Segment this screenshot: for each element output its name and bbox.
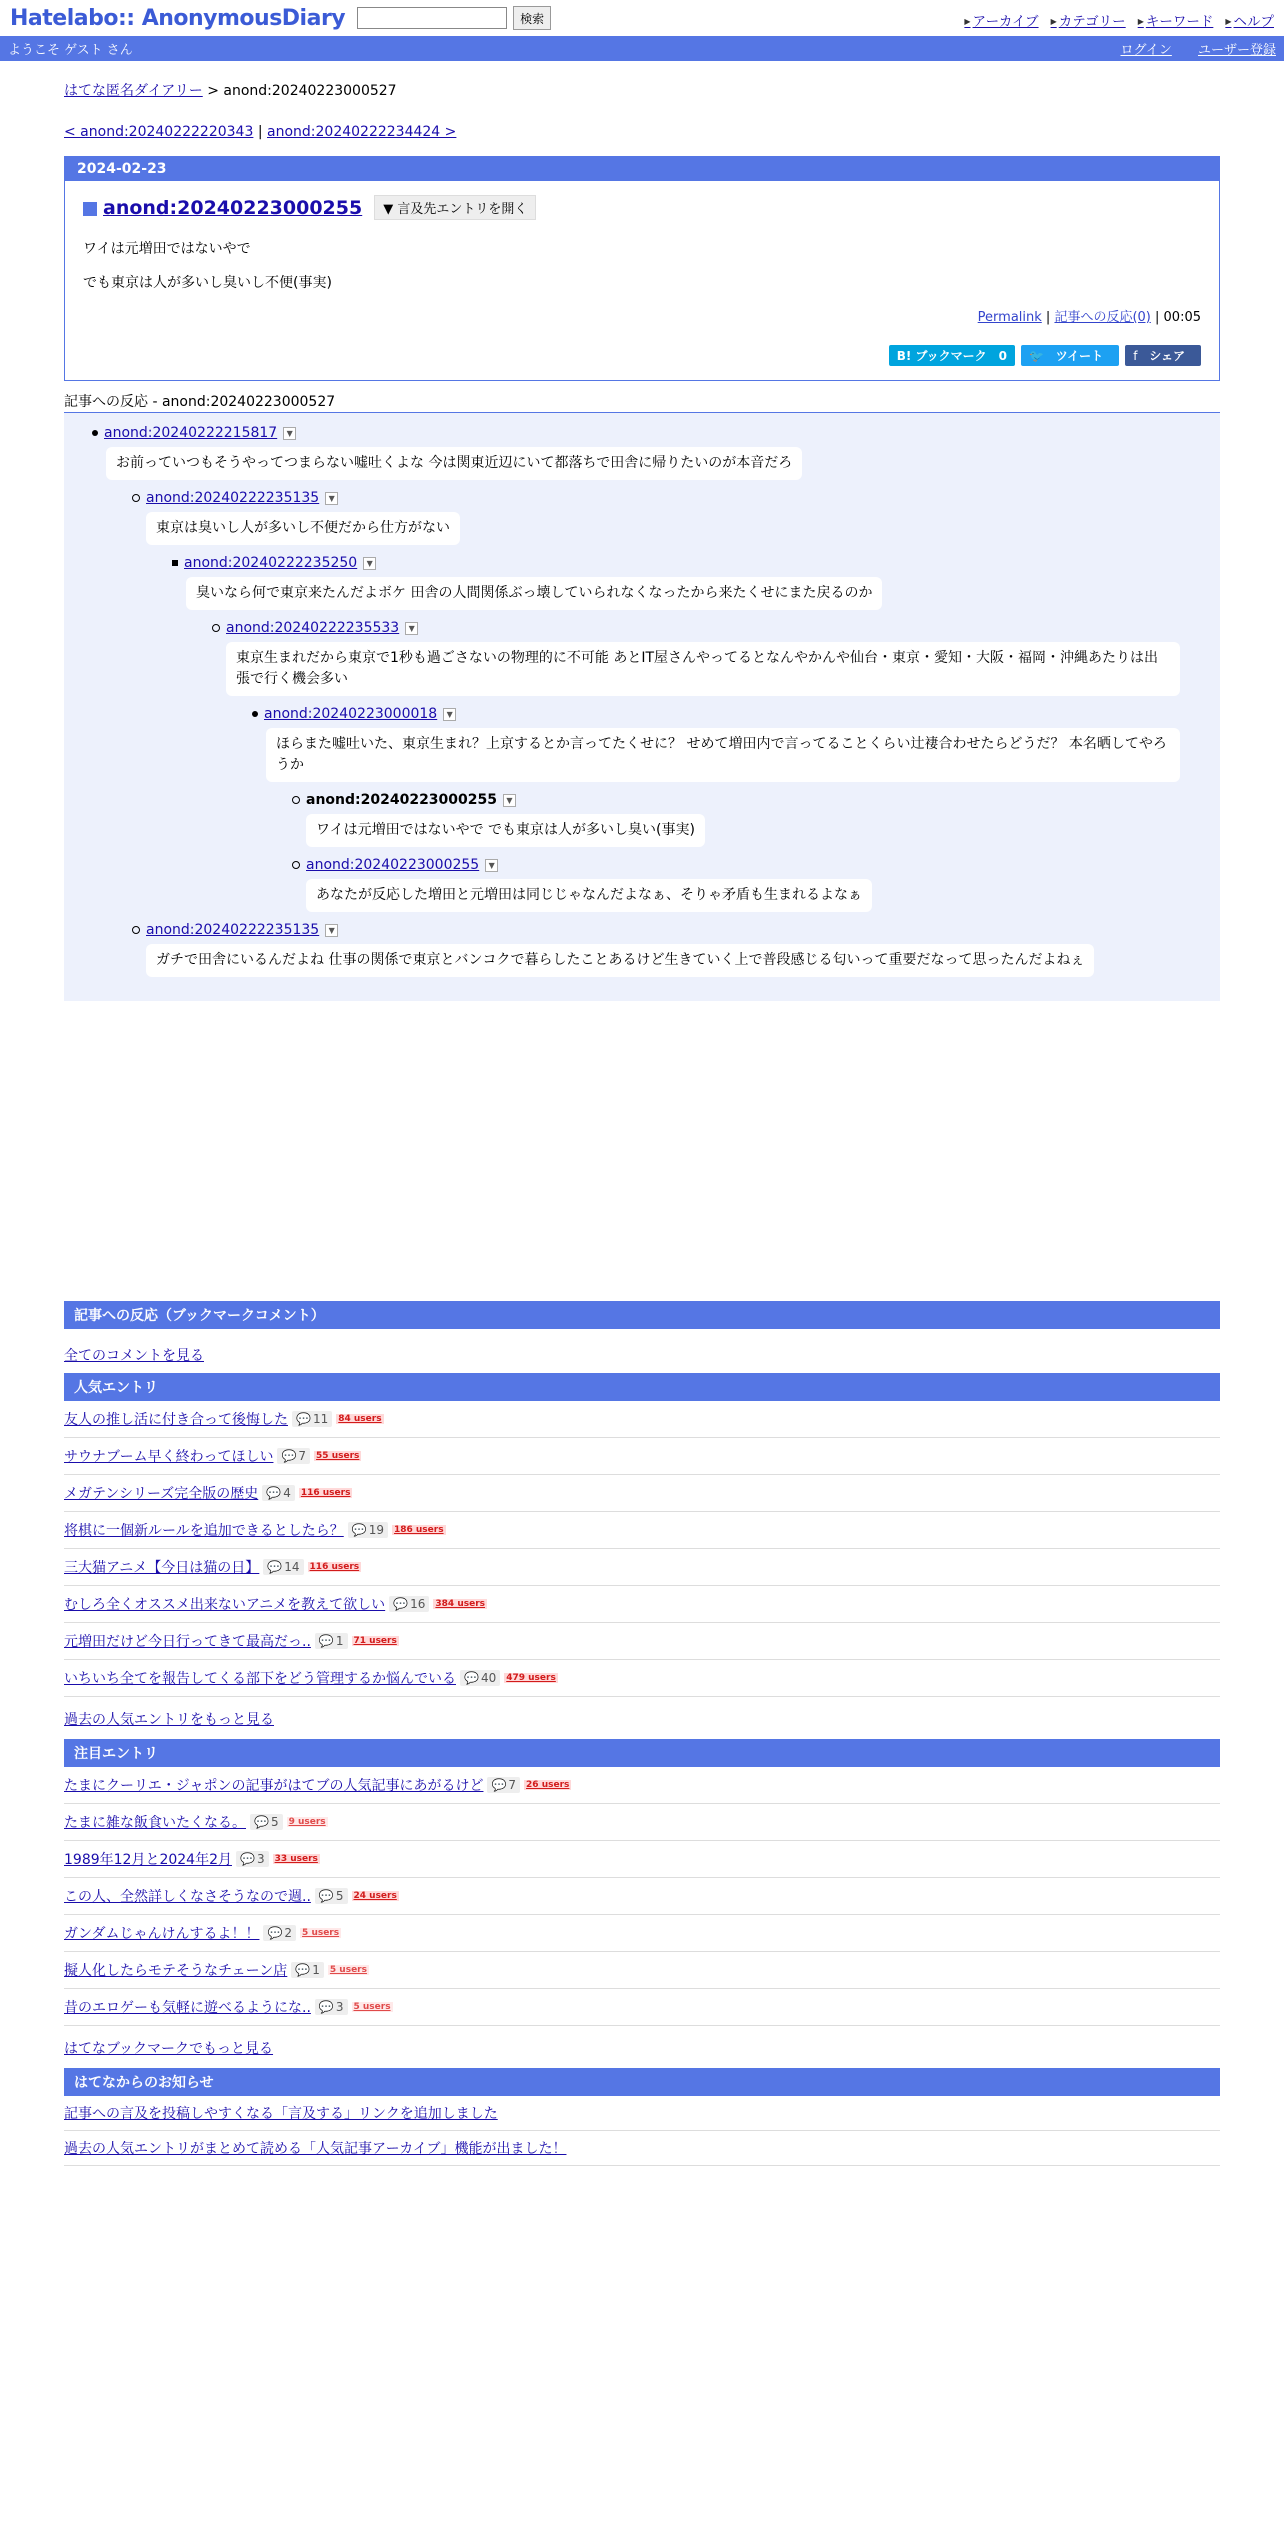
nav-archive[interactable]: ▶ アーカイブ bbox=[964, 10, 1038, 30]
entry-line: ワイは元増田ではないやで bbox=[83, 241, 251, 257]
comment-count: 4 bbox=[283, 1486, 291, 1500]
comment-count: 11 bbox=[312, 1412, 329, 1426]
register-link[interactable]: ユーザー登録 bbox=[1197, 43, 1276, 58]
bookmark-users-badge[interactable]: 26 users bbox=[526, 1780, 570, 1790]
entry-row bbox=[64, 1660, 1220, 1697]
news-link[interactable]: 記事への言及を投稿しやすくなる「言及する」リンクを追加しました bbox=[64, 2106, 498, 2122]
comment-bubble-icon: 💬 bbox=[239, 1852, 255, 1866]
bookmark-users-badge[interactable]: 84 users bbox=[338, 1414, 382, 1424]
comment-count-badge[interactable] bbox=[460, 1670, 500, 1686]
bookmark-users-badge[interactable]: 479 users bbox=[506, 1673, 556, 1683]
comment-bubble-icon: 💬 bbox=[318, 1634, 334, 1648]
bookmark-users-badge[interactable]: 5 users bbox=[353, 2002, 391, 2012]
entry-link[interactable]: たまに雑な飯食いたくなる。 bbox=[64, 1815, 246, 1831]
login-link[interactable]: ログイン bbox=[1120, 43, 1172, 58]
expand-dropdown-icon[interactable]: ▼ bbox=[503, 794, 516, 807]
comment-count: 1 bbox=[312, 1963, 320, 1977]
entry-row bbox=[64, 1512, 1220, 1549]
comment-count: 3 bbox=[335, 2000, 344, 2014]
reaction-item bbox=[64, 857, 1220, 912]
entry-link[interactable]: いちいち全てを報告してくる部下をどう管理するか悩んでいる bbox=[64, 1671, 456, 1687]
entry-row bbox=[64, 1586, 1220, 1623]
search-input[interactable] bbox=[357, 7, 507, 29]
breadcrumb-sep: > bbox=[202, 83, 224, 99]
reaction-item bbox=[64, 922, 1220, 977]
search-button[interactable]: 検索 bbox=[513, 6, 551, 30]
reaction-item bbox=[64, 792, 1220, 847]
bullet-icon bbox=[292, 861, 300, 869]
reaction-current-id: anond:20240223000255 bbox=[306, 792, 497, 808]
entry-link[interactable]: 友人の推し活に付き合って後悔した bbox=[64, 1412, 288, 1428]
nav-category[interactable]: ▶ カテゴリー bbox=[1051, 10, 1126, 30]
breadcrumb-home[interactable]: はてな匿名ダイアリー bbox=[64, 83, 203, 99]
comment-count: 14 bbox=[284, 1560, 300, 1574]
comment-count: 3 bbox=[256, 1852, 265, 1866]
reaction-id-link[interactable]: anond:20240223000255 bbox=[306, 857, 480, 873]
bullet-icon bbox=[212, 624, 220, 632]
entry-row bbox=[64, 1952, 1220, 1989]
entry-link[interactable]: たまにクーリエ・ジャポンの記事がはてブの人気記事にあがるけど bbox=[64, 1778, 484, 1794]
comment-bubble-icon: 💬 bbox=[318, 1889, 334, 1903]
comment-count-badge[interactable] bbox=[277, 1448, 310, 1464]
reaction-text: ほらまた嘘吐いた、東京生まれ？上京するとか言ってたくせに？ せめて増田内で言ってることくらい辻褄合わせたらどうだ？ 本名晒してやろうか bbox=[266, 728, 1180, 782]
entry-row bbox=[64, 1438, 1220, 1475]
entry-row bbox=[64, 1915, 1220, 1952]
reaction-text: ガチで田舎にいるんだよね 仕事の関係で東京とバンコクで暮らしたことあるけど生きていく上で普段感じる匂いって重要だなって思ったんだよねぇ bbox=[146, 944, 1094, 977]
comment-count-badge[interactable] bbox=[250, 1814, 283, 1830]
main-content bbox=[64, 80, 1220, 2166]
comment-count-badge[interactable] bbox=[389, 1596, 429, 1612]
entry-link[interactable]: メガテンシリーズ完全版の歴史 bbox=[64, 1486, 259, 1502]
comment-bubble-icon: 💬 bbox=[491, 1778, 507, 1792]
comment-count-badge[interactable] bbox=[348, 1522, 388, 1538]
tweet-button[interactable]: 🐦 ツイート bbox=[1021, 345, 1119, 366]
tweet-label: ツイート bbox=[1055, 349, 1104, 363]
entry-link[interactable]: 将棋に一個新ルールを追加できるとしたら？ bbox=[64, 1523, 344, 1539]
entry-line: でも東京は人が多いし臭いし不便(事実) bbox=[83, 275, 332, 291]
reaction-id-link[interactable]: anond:20240222235135 bbox=[146, 922, 320, 938]
entry bbox=[65, 181, 1219, 380]
comment-count: 7 bbox=[508, 1778, 517, 1792]
breadcrumb-current: anond:20240223000527 bbox=[223, 83, 397, 99]
expand-dropdown-icon[interactable]: ▼ bbox=[405, 622, 418, 635]
reaction-text: お前っていつもそうやってつまらない嘘吐くよな 今は関東近辺にいて都落ちで田舎に帰りたいのが本音だろ bbox=[106, 447, 802, 480]
top-bar bbox=[0, 0, 1284, 36]
reaction-item bbox=[64, 490, 1220, 545]
bookmark-users-badge[interactable]: 5 users bbox=[302, 1928, 340, 1938]
bookmark-section-title: 記事への反応（ブックマークコメント） bbox=[64, 1301, 1220, 1329]
entry-link[interactable]: サウナブーム早く終わってほしい bbox=[64, 1449, 274, 1465]
reaction-item bbox=[64, 620, 1220, 696]
reaction-item bbox=[64, 555, 1220, 610]
bullet-icon bbox=[292, 796, 300, 804]
comment-bubble-icon: 💬 bbox=[464, 1671, 479, 1685]
comment-bubble-icon: 💬 bbox=[393, 1597, 409, 1611]
bookmark-users-badge[interactable]: 384 users bbox=[435, 1599, 485, 1609]
nav-help[interactable]: ▶ ヘルプ bbox=[1225, 10, 1274, 30]
entry-row bbox=[64, 1878, 1220, 1915]
site-logo[interactable]: Hatelabo:: AnonymousDiary bbox=[10, 5, 346, 31]
more-featured-link[interactable]: はてなブックマークでもっと見る bbox=[64, 2041, 274, 2057]
reaction-id-link[interactable]: anond:20240222235250 bbox=[184, 555, 358, 571]
hatena-bookmark-button[interactable]: B! ブックマーク 0 bbox=[889, 345, 1015, 366]
expand-dropdown-icon[interactable]: ▼ bbox=[443, 708, 456, 721]
expand-dropdown-icon[interactable]: ▼ bbox=[325, 924, 338, 937]
entry-row bbox=[64, 1767, 1220, 1804]
entry-row bbox=[64, 1549, 1220, 1586]
news-item bbox=[64, 2131, 1220, 2166]
comment-bubble-icon: 💬 bbox=[295, 1963, 311, 1977]
bullet-icon bbox=[132, 926, 140, 934]
comment-count-badge[interactable] bbox=[315, 1999, 348, 2015]
reaction-text: 東京生まれだから東京で1秒も過ごさないの物理的に不可能 あとIT屋さんやってるとなんやかんや仙台・東京・愛知・大阪・福岡・沖縄あたりは出張で行く機会多い bbox=[226, 642, 1180, 696]
entry-link[interactable]: 1989年12月と2024年2月 bbox=[64, 1852, 232, 1868]
entry-row bbox=[64, 1475, 1220, 1512]
reaction-id-link[interactable]: anond:20240222235135 bbox=[146, 490, 320, 506]
top-nav bbox=[964, 10, 1274, 30]
bookmark-users-badge[interactable]: 186 users bbox=[393, 1525, 444, 1535]
reaction-text: ワイは元増田ではないやで でも東京は人が多いし臭い(事実) bbox=[306, 814, 705, 847]
bookmark-users-badge[interactable]: 33 users bbox=[274, 1854, 318, 1864]
comment-count: 5 bbox=[270, 1815, 279, 1829]
news-item bbox=[64, 2096, 1220, 2131]
reaction-text: 東京は臭いし人が多いし不便だから仕方がない bbox=[146, 512, 460, 545]
comment-count-badge[interactable] bbox=[291, 1962, 324, 1978]
fb-label: シェア bbox=[1149, 349, 1185, 363]
entry-row bbox=[64, 1841, 1220, 1878]
bullet-icon bbox=[92, 430, 98, 436]
breadcrumb bbox=[64, 80, 1220, 100]
bullet-icon bbox=[132, 494, 140, 502]
comment-bubble-icon: 💬 bbox=[267, 1926, 283, 1940]
reactions-title: 記事への反応 - anond:20240223000527 bbox=[64, 391, 1220, 413]
news-section-title: はてなからのお知らせ bbox=[64, 2068, 1220, 2096]
welcome-text: ようこそ ゲスト さん bbox=[8, 43, 133, 58]
bookmark-users-badge[interactable]: 9 users bbox=[288, 1817, 326, 1827]
comment-count-badge[interactable] bbox=[263, 1559, 303, 1575]
permalink-link[interactable]: Permalink bbox=[977, 310, 1042, 325]
reaction-id-link[interactable]: anond:20240223000018 bbox=[264, 706, 438, 722]
comment-count-badge[interactable] bbox=[262, 1485, 295, 1501]
comment-bubble-icon: 💬 bbox=[267, 1560, 283, 1574]
bookmark-users-badge[interactable]: 55 users bbox=[316, 1451, 360, 1461]
news-link[interactable]: 過去の人気エントリがまとめて読める「人気記事アーカイブ」機能が出ました！ bbox=[64, 2141, 567, 2157]
comment-count-badge[interactable] bbox=[487, 1777, 520, 1793]
comment-count-badge[interactable] bbox=[263, 1925, 296, 1941]
bullet-icon bbox=[172, 560, 178, 566]
day-section bbox=[64, 156, 1220, 381]
comment-count: 1 bbox=[335, 1634, 344, 1648]
comment-count: 5 bbox=[335, 1889, 344, 1903]
entry-row bbox=[64, 1401, 1220, 1438]
bookmark-users-badge[interactable]: 116 users bbox=[309, 1562, 360, 1572]
comment-count-badge[interactable] bbox=[315, 1888, 348, 1904]
reaction-id-link[interactable]: anond:20240222235533 bbox=[226, 620, 400, 636]
bullet-icon bbox=[252, 711, 258, 717]
comment-bubble-icon: 💬 bbox=[281, 1449, 297, 1463]
entry-footer: Permalink | 記事への反応(0) | 00:05 bbox=[977, 310, 1201, 325]
bookmark-users-badge[interactable]: 24 users bbox=[353, 1891, 397, 1901]
reaction-item bbox=[64, 706, 1220, 782]
entry-link[interactable]: 昔のエロゲーも気軽に遊べるようにな.. bbox=[64, 2000, 311, 2016]
reaction-text: 臭いなら何で東京来たんだよボケ 田舎の人間関係ぶっ壊していられなくなったから来たくせにまた戻るのか bbox=[186, 577, 882, 610]
comment-bubble-icon: 💬 bbox=[318, 2000, 334, 2014]
reaction-item bbox=[64, 425, 1220, 480]
entry-row bbox=[64, 1623, 1220, 1660]
comment-bubble-icon: 💬 bbox=[296, 1412, 311, 1426]
nav-keyword[interactable]: ▶ キーワード bbox=[1138, 10, 1214, 30]
comment-count: 40 bbox=[480, 1671, 497, 1685]
expand-dropdown-icon[interactable]: ▼ bbox=[283, 427, 296, 440]
see-all-comments-link[interactable]: 全てのコメントを見る bbox=[64, 1348, 204, 1364]
user-bar bbox=[0, 36, 1284, 61]
entry-link[interactable]: ガンダムじゃんけんするよ！！ bbox=[64, 1926, 260, 1942]
facebook-share-button[interactable]: f シェア bbox=[1125, 345, 1201, 366]
reactions-link[interactable]: 記事への反応(0) bbox=[1054, 310, 1151, 325]
more-popular-link[interactable]: 過去の人気エントリをもっと見る bbox=[64, 1712, 274, 1728]
bookmark-users-badge[interactable]: 116 users bbox=[300, 1488, 351, 1498]
entry-link[interactable]: 三大猫アニメ【今日は猫の日】 bbox=[64, 1560, 260, 1576]
entry-link[interactable]: 元増田だけど今日行ってきて最高だっ.. bbox=[64, 1634, 311, 1650]
entry-square-icon bbox=[83, 202, 97, 216]
comment-bubble-icon: 💬 bbox=[351, 1523, 367, 1537]
prev-next-nav bbox=[64, 124, 1220, 140]
reaction-id-link[interactable]: anond:20240222215817 bbox=[104, 425, 278, 441]
comment-bubble-icon: 💬 bbox=[254, 1815, 269, 1829]
entry-link[interactable]: むしろ全くオススメ出来ないアニメを教えて欲しい bbox=[64, 1597, 386, 1613]
entry-title-link[interactable]: anond:20240223000255 bbox=[103, 196, 363, 219]
featured-section-title: 注目エントリ bbox=[64, 1739, 1220, 1767]
featured-list bbox=[64, 1767, 1220, 2026]
comment-count-badge[interactable] bbox=[236, 1851, 269, 1867]
entry-row bbox=[64, 1804, 1220, 1841]
expand-dropdown-icon[interactable]: ▼ bbox=[363, 557, 376, 570]
comment-count-badge[interactable] bbox=[315, 1633, 348, 1649]
popular-list bbox=[64, 1401, 1220, 1697]
bookmark-users-badge[interactable]: 71 users bbox=[353, 1636, 397, 1646]
entry-link[interactable]: この人、全然詳しくなさそうなので週.. bbox=[64, 1889, 311, 1905]
reaction-text: あなたが反応した増田と元増田は同じじゃなんだよなぁ、そりゃ矛盾も生まれるよなぁ bbox=[306, 879, 872, 912]
entry-row bbox=[64, 1989, 1220, 2026]
popular-section-title: 人気エントリ bbox=[64, 1373, 1220, 1401]
reaction-tree bbox=[64, 413, 1220, 1001]
entry-body bbox=[83, 238, 1201, 292]
comment-bubble-icon: 💬 bbox=[266, 1486, 282, 1500]
expand-dropdown-icon[interactable]: ▼ bbox=[325, 492, 338, 505]
comment-count: 7 bbox=[298, 1449, 307, 1463]
prevnext-sep: | bbox=[253, 124, 268, 140]
bookmark-users-badge[interactable]: 5 users bbox=[329, 1965, 367, 1975]
entry-time: 00:05 bbox=[1163, 310, 1201, 325]
comment-count-badge[interactable] bbox=[292, 1411, 332, 1427]
prev-entry-link[interactable]: < anond:20240222220343 bbox=[64, 124, 254, 140]
expand-dropdown-icon[interactable]: ▼ bbox=[485, 859, 498, 872]
comment-count: 19 bbox=[368, 1523, 384, 1537]
entry-link[interactable]: 擬人化したらモテそうなチェーン店 bbox=[64, 1963, 288, 1979]
comment-count: 16 bbox=[410, 1597, 426, 1611]
next-entry-link[interactable]: anond:20240222234424 > bbox=[267, 124, 457, 140]
comment-count: 2 bbox=[284, 1926, 293, 1940]
open-referenced-entry-button[interactable]: ▼ 言及先エントリを開く bbox=[374, 195, 536, 220]
day-date: 2024-02-23 bbox=[65, 157, 1219, 181]
share-buttons bbox=[83, 345, 1201, 366]
